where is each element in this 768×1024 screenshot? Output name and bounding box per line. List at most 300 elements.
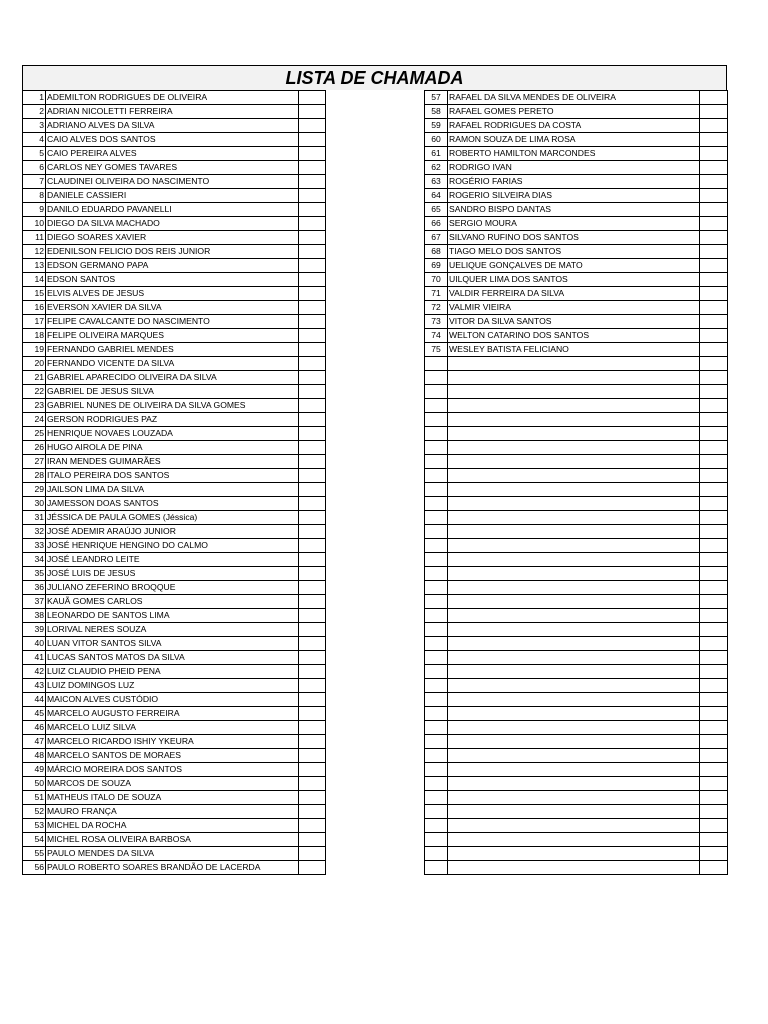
- student-number: 23: [23, 399, 46, 413]
- column-spacer: [326, 413, 425, 427]
- student-number: [425, 497, 448, 511]
- attendance-cell[interactable]: [299, 483, 326, 497]
- attendance-cell[interactable]: [299, 819, 326, 833]
- attendance-cell[interactable]: [299, 161, 326, 175]
- student-number: [425, 637, 448, 651]
- student-name: ITALO PEREIRA DOS SANTOS: [46, 469, 299, 483]
- student-number: 36: [23, 581, 46, 595]
- column-spacer: [326, 539, 425, 553]
- column-spacer: [326, 777, 425, 791]
- student-name: [448, 511, 700, 525]
- student-name: RAMON SOUZA DE LIMA ROSA: [448, 133, 700, 147]
- column-spacer: [326, 707, 425, 721]
- student-name: EDSON GERMANO PAPA: [46, 259, 299, 273]
- student-number: 1: [23, 91, 46, 105]
- student-number: 15: [23, 287, 46, 301]
- student-number: [425, 707, 448, 721]
- attendance-cell[interactable]: [700, 231, 728, 245]
- attendance-cell[interactable]: [299, 371, 326, 385]
- attendance-cell[interactable]: [299, 273, 326, 287]
- attendance-cell[interactable]: [700, 777, 728, 791]
- student-name: SERGIO MOURA: [448, 217, 700, 231]
- student-number: [425, 777, 448, 791]
- student-name: [448, 581, 700, 595]
- attendance-cell[interactable]: [700, 539, 728, 553]
- student-number: 63: [425, 175, 448, 189]
- attendance-cell[interactable]: [299, 693, 326, 707]
- student-name: [448, 609, 700, 623]
- student-number: [425, 721, 448, 735]
- attendance-cell[interactable]: [700, 217, 728, 231]
- attendance-cell[interactable]: [700, 679, 728, 693]
- attendance-cell[interactable]: [700, 651, 728, 665]
- attendance-cell[interactable]: [700, 819, 728, 833]
- student-number: 67: [425, 231, 448, 245]
- table-row: [23, 595, 728, 609]
- attendance-cell[interactable]: [700, 203, 728, 217]
- student-name: [448, 637, 700, 651]
- student-name: PAULO MENDES DA SILVA: [46, 847, 299, 861]
- attendance-cell[interactable]: [299, 399, 326, 413]
- student-name: MARCELO AUGUSTO FERREIRA: [46, 707, 299, 721]
- student-number: [425, 693, 448, 707]
- attendance-cell[interactable]: [299, 245, 326, 259]
- attendance-cell[interactable]: [299, 189, 326, 203]
- student-name: [448, 497, 700, 511]
- student-number: 2: [23, 105, 46, 119]
- attendance-cell[interactable]: [700, 259, 728, 273]
- column-spacer: [326, 861, 425, 875]
- student-name: KAUÃ GOMES CARLOS: [46, 595, 299, 609]
- attendance-cell[interactable]: [700, 371, 728, 385]
- attendance-cell[interactable]: [700, 161, 728, 175]
- student-number: 42: [23, 665, 46, 679]
- attendance-cell[interactable]: [299, 623, 326, 637]
- student-number: 71: [425, 287, 448, 301]
- student-name: LUIZ DOMINGOS LUZ: [46, 679, 299, 693]
- student-name: SILVANO RUFINO DOS SANTOS: [448, 231, 700, 245]
- attendance-cell[interactable]: [299, 91, 326, 105]
- attendance-cell[interactable]: [700, 861, 728, 875]
- column-spacer: [326, 273, 425, 287]
- student-number: 59: [425, 119, 448, 133]
- student-name: LUAN VITOR SANTOS SILVA: [46, 637, 299, 651]
- student-name: [448, 371, 700, 385]
- attendance-cell[interactable]: [700, 287, 728, 301]
- attendance-cell[interactable]: [700, 623, 728, 637]
- student-name: [448, 735, 700, 749]
- student-name: WELTON CATARINO DOS SANTOS: [448, 329, 700, 343]
- student-number: 32: [23, 525, 46, 539]
- attendance-cell[interactable]: [299, 539, 326, 553]
- student-number: 7: [23, 175, 46, 189]
- attendance-cell[interactable]: [299, 637, 326, 651]
- attendance-cell[interactable]: [700, 119, 728, 133]
- attendance-cell[interactable]: [299, 105, 326, 119]
- student-number: [425, 763, 448, 777]
- attendance-cell[interactable]: [299, 679, 326, 693]
- attendance-cell[interactable]: [299, 665, 326, 679]
- student-number: 70: [425, 273, 448, 287]
- column-spacer: [326, 161, 425, 175]
- attendance-cell[interactable]: [700, 385, 728, 399]
- roll-call-table: [22, 90, 728, 875]
- attendance-cell[interactable]: [299, 119, 326, 133]
- student-name: DIEGO DA SILVA MACHADO: [46, 217, 299, 231]
- student-name: MÁRCIO MOREIRA DOS SANTOS: [46, 763, 299, 777]
- table-row: [23, 427, 728, 441]
- attendance-cell[interactable]: [700, 511, 728, 525]
- attendance-cell[interactable]: [700, 273, 728, 287]
- table-row: [23, 441, 728, 455]
- student-name: RODRIGO IVAN: [448, 161, 700, 175]
- column-spacer: [326, 329, 425, 343]
- attendance-cell[interactable]: [700, 497, 728, 511]
- attendance-cell[interactable]: [299, 651, 326, 665]
- student-name: RAFAEL GOMES PERETO: [448, 105, 700, 119]
- table-row: [23, 273, 728, 287]
- student-name: RAFAEL RODRIGUES DA COSTA: [448, 119, 700, 133]
- column-spacer: [326, 427, 425, 441]
- student-number: [425, 427, 448, 441]
- student-name: [448, 525, 700, 539]
- student-name: DANILO EDUARDO PAVANELLI: [46, 203, 299, 217]
- column-spacer: [326, 511, 425, 525]
- table-row: [23, 315, 728, 329]
- table-row: [23, 175, 728, 189]
- table-row: [23, 357, 728, 371]
- student-number: 38: [23, 609, 46, 623]
- student-name: JAMESSON DOAS SANTOS: [46, 497, 299, 511]
- student-number: 28: [23, 469, 46, 483]
- attendance-cell[interactable]: [700, 707, 728, 721]
- student-number: 49: [23, 763, 46, 777]
- attendance-cell[interactable]: [299, 441, 326, 455]
- student-name: CARLOS NEY GOMES TAVARES: [46, 161, 299, 175]
- table-row: [23, 525, 728, 539]
- attendance-cell[interactable]: [299, 455, 326, 469]
- column-spacer: [326, 469, 425, 483]
- student-name: LEONARDO DE SANTOS LIMA: [46, 609, 299, 623]
- student-name: GERSON RODRIGUES PAZ: [46, 413, 299, 427]
- student-name: VALMIR VIEIRA: [448, 301, 700, 315]
- column-spacer: [326, 105, 425, 119]
- student-name: VITOR DA SILVA SANTOS: [448, 315, 700, 329]
- column-spacer: [326, 259, 425, 273]
- student-name: [448, 427, 700, 441]
- table-row: [23, 553, 728, 567]
- attendance-cell[interactable]: [299, 147, 326, 161]
- student-number: 74: [425, 329, 448, 343]
- attendance-cell[interactable]: [700, 427, 728, 441]
- attendance-cell[interactable]: [700, 595, 728, 609]
- table-row: [23, 483, 728, 497]
- student-name: JAILSON LIMA DA SILVA: [46, 483, 299, 497]
- attendance-cell[interactable]: [299, 861, 326, 875]
- column-spacer: [326, 371, 425, 385]
- student-number: [425, 735, 448, 749]
- column-spacer: [326, 497, 425, 511]
- attendance-cell[interactable]: [700, 483, 728, 497]
- attendance-cell[interactable]: [299, 525, 326, 539]
- student-name: SANDRO BISPO DANTAS: [448, 203, 700, 217]
- attendance-cell[interactable]: [299, 791, 326, 805]
- attendance-cell[interactable]: [299, 217, 326, 231]
- sheet-title: LISTA DE CHAMADA: [22, 65, 727, 90]
- table-row: [23, 161, 728, 175]
- column-spacer: [326, 665, 425, 679]
- attendance-cell[interactable]: [299, 287, 326, 301]
- attendance-cell[interactable]: [299, 805, 326, 819]
- student-name: [448, 833, 700, 847]
- student-number: 66: [425, 217, 448, 231]
- attendance-cell[interactable]: [700, 567, 728, 581]
- table-row: [23, 343, 728, 357]
- student-name: MARCELO LUIZ SILVA: [46, 721, 299, 735]
- attendance-cell[interactable]: [700, 105, 728, 119]
- attendance-cell[interactable]: [700, 833, 728, 847]
- student-number: 8: [23, 189, 46, 203]
- column-spacer: [326, 119, 425, 133]
- student-number: 58: [425, 105, 448, 119]
- attendance-cell[interactable]: [299, 595, 326, 609]
- table-row: [23, 301, 728, 315]
- attendance-cell[interactable]: [299, 385, 326, 399]
- column-spacer: [326, 721, 425, 735]
- attendance-cell[interactable]: [700, 441, 728, 455]
- attendance-cell[interactable]: [299, 469, 326, 483]
- student-name: EDSON SANTOS: [46, 273, 299, 287]
- student-number: 19: [23, 343, 46, 357]
- table-row: [23, 259, 728, 273]
- column-spacer: [326, 385, 425, 399]
- student-name: FERNANDO GABRIEL MENDES: [46, 343, 299, 357]
- table-row: [23, 189, 728, 203]
- student-number: 18: [23, 329, 46, 343]
- student-name: PAULO ROBERTO SOARES BRANDÃO DE LACERDA: [46, 861, 299, 875]
- attendance-cell[interactable]: [299, 315, 326, 329]
- table-row: [23, 567, 728, 581]
- attendance-cell[interactable]: [700, 343, 728, 357]
- column-spacer: [326, 623, 425, 637]
- attendance-cell[interactable]: [700, 749, 728, 763]
- student-name: [448, 791, 700, 805]
- student-name: [448, 749, 700, 763]
- student-name: [448, 847, 700, 861]
- table-row: [23, 133, 728, 147]
- student-name: MARCOS DE SOUZA: [46, 777, 299, 791]
- student-number: 50: [23, 777, 46, 791]
- attendance-cell[interactable]: [299, 847, 326, 861]
- column-spacer: [326, 315, 425, 329]
- table-row: [23, 777, 728, 791]
- attendance-cell[interactable]: [299, 343, 326, 357]
- column-spacer: [326, 609, 425, 623]
- column-spacer: [326, 441, 425, 455]
- attendance-cell[interactable]: [700, 147, 728, 161]
- table-row: [23, 805, 728, 819]
- student-name: JOSÉ ADEMIR ARAÚJO JUNIOR: [46, 525, 299, 539]
- student-number: 73: [425, 315, 448, 329]
- student-name: EVERSON XAVIER DA SILVA: [46, 301, 299, 315]
- student-number: 29: [23, 483, 46, 497]
- attendance-cell[interactable]: [299, 777, 326, 791]
- student-number: [425, 679, 448, 693]
- student-name: JOSÉ LEANDRO LEITE: [46, 553, 299, 567]
- attendance-cell[interactable]: [299, 133, 326, 147]
- attendance-cell[interactable]: [299, 721, 326, 735]
- attendance-cell[interactable]: [700, 665, 728, 679]
- student-name: JOSÉ LUIS DE JESUS: [46, 567, 299, 581]
- attendance-cell[interactable]: [299, 553, 326, 567]
- student-number: 48: [23, 749, 46, 763]
- attendance-cell[interactable]: [700, 133, 728, 147]
- attendance-cell[interactable]: [700, 553, 728, 567]
- student-number: [425, 847, 448, 861]
- student-name: ROGÉRIO FARIAS: [448, 175, 700, 189]
- attendance-cell[interactable]: [299, 259, 326, 273]
- student-name: CAIO ALVES DOS SANTOS: [46, 133, 299, 147]
- attendance-cell[interactable]: [299, 735, 326, 749]
- attendance-cell[interactable]: [700, 693, 728, 707]
- student-number: 12: [23, 245, 46, 259]
- student-number: 30: [23, 497, 46, 511]
- table-row: [23, 791, 728, 805]
- attendance-cell[interactable]: [700, 301, 728, 315]
- table-row: [23, 147, 728, 161]
- student-name: DANIELE CASSIERI: [46, 189, 299, 203]
- student-number: 14: [23, 273, 46, 287]
- attendance-cell[interactable]: [299, 231, 326, 245]
- student-name: ADRIAN NICOLETTI FERREIRA: [46, 105, 299, 119]
- table-row: [23, 231, 728, 245]
- attendance-cell[interactable]: [700, 805, 728, 819]
- student-name: [448, 623, 700, 637]
- column-spacer: [326, 483, 425, 497]
- student-name: ROGERIO SILVEIRA DIAS: [448, 189, 700, 203]
- student-number: 6: [23, 161, 46, 175]
- student-name: ADRIANO ALVES DA SILVA: [46, 119, 299, 133]
- column-spacer: [326, 833, 425, 847]
- student-number: [425, 791, 448, 805]
- attendance-cell[interactable]: [299, 763, 326, 777]
- student-number: [425, 581, 448, 595]
- attendance-cell[interactable]: [299, 833, 326, 847]
- student-name: UELIQUE GONÇALVES DE MATO: [448, 259, 700, 273]
- column-spacer: [326, 133, 425, 147]
- student-number: [425, 455, 448, 469]
- table-row: [23, 119, 728, 133]
- attendance-cell[interactable]: [700, 637, 728, 651]
- student-number: 11: [23, 231, 46, 245]
- student-name: MICHEL DA ROCHA: [46, 819, 299, 833]
- table-row: [23, 203, 728, 217]
- column-spacer: [326, 819, 425, 833]
- attendance-cell[interactable]: [700, 455, 728, 469]
- attendance-cell[interactable]: [700, 525, 728, 539]
- student-number: 40: [23, 637, 46, 651]
- student-name: LORIVAL NERES SOUZA: [46, 623, 299, 637]
- attendance-cell[interactable]: [299, 511, 326, 525]
- student-name: MICHEL ROSA OLIVEIRA BARBOSA: [46, 833, 299, 847]
- attendance-cell[interactable]: [299, 749, 326, 763]
- column-spacer: [326, 525, 425, 539]
- attendance-cell[interactable]: [700, 91, 728, 105]
- column-spacer: [326, 651, 425, 665]
- student-number: [425, 805, 448, 819]
- table-row: [23, 497, 728, 511]
- attendance-cell[interactable]: [700, 763, 728, 777]
- attendance-cell[interactable]: [700, 847, 728, 861]
- attendance-cell[interactable]: [700, 357, 728, 371]
- attendance-cell[interactable]: [299, 707, 326, 721]
- attendance-cell[interactable]: [299, 497, 326, 511]
- student-number: 72: [425, 301, 448, 315]
- table-row: [23, 287, 728, 301]
- attendance-cell[interactable]: [700, 609, 728, 623]
- attendance-cell[interactable]: [700, 413, 728, 427]
- attendance-cell[interactable]: [700, 721, 728, 735]
- table-row: [23, 721, 728, 735]
- student-number: 51: [23, 791, 46, 805]
- attendance-cell[interactable]: [299, 567, 326, 581]
- student-name: JÉSSICA DE PAULA GOMES (Jéssica): [46, 511, 299, 525]
- column-spacer: [326, 679, 425, 693]
- student-number: [425, 623, 448, 637]
- roll-call-sheet: [22, 65, 727, 875]
- student-name: ROBERTO HAMILTON MARCONDES: [448, 147, 700, 161]
- student-number: 33: [23, 539, 46, 553]
- attendance-cell[interactable]: [299, 427, 326, 441]
- attendance-cell[interactable]: [700, 245, 728, 259]
- student-name: [448, 539, 700, 553]
- attendance-cell[interactable]: [299, 413, 326, 427]
- student-number: 61: [425, 147, 448, 161]
- student-name: [448, 693, 700, 707]
- student-number: 46: [23, 721, 46, 735]
- table-row: [23, 413, 728, 427]
- attendance-cell[interactable]: [700, 581, 728, 595]
- student-number: 69: [425, 259, 448, 273]
- attendance-cell[interactable]: [299, 357, 326, 371]
- attendance-cell[interactable]: [299, 581, 326, 595]
- attendance-cell[interactable]: [700, 399, 728, 413]
- student-number: 16: [23, 301, 46, 315]
- table-row: [23, 581, 728, 595]
- attendance-cell[interactable]: [700, 175, 728, 189]
- attendance-cell[interactable]: [299, 203, 326, 217]
- table-row: [23, 385, 728, 399]
- attendance-cell[interactable]: [700, 791, 728, 805]
- student-name: RAFAEL DA SILVA MENDES DE OLIVEIRA: [448, 91, 700, 105]
- attendance-cell[interactable]: [700, 315, 728, 329]
- table-row: [23, 637, 728, 651]
- student-name: MARCELO RICARDO ISHIY YKEURA: [46, 735, 299, 749]
- attendance-cell[interactable]: [700, 735, 728, 749]
- attendance-cell[interactable]: [299, 609, 326, 623]
- column-spacer: [326, 287, 425, 301]
- attendance-cell[interactable]: [700, 469, 728, 483]
- attendance-cell[interactable]: [700, 189, 728, 203]
- attendance-cell[interactable]: [299, 329, 326, 343]
- attendance-cell[interactable]: [299, 175, 326, 189]
- attendance-cell[interactable]: [700, 329, 728, 343]
- table-row: [23, 217, 728, 231]
- student-name: UILQUER LIMA DOS SANTOS: [448, 273, 700, 287]
- student-number: 62: [425, 161, 448, 175]
- column-spacer: [326, 553, 425, 567]
- attendance-cell[interactable]: [299, 301, 326, 315]
